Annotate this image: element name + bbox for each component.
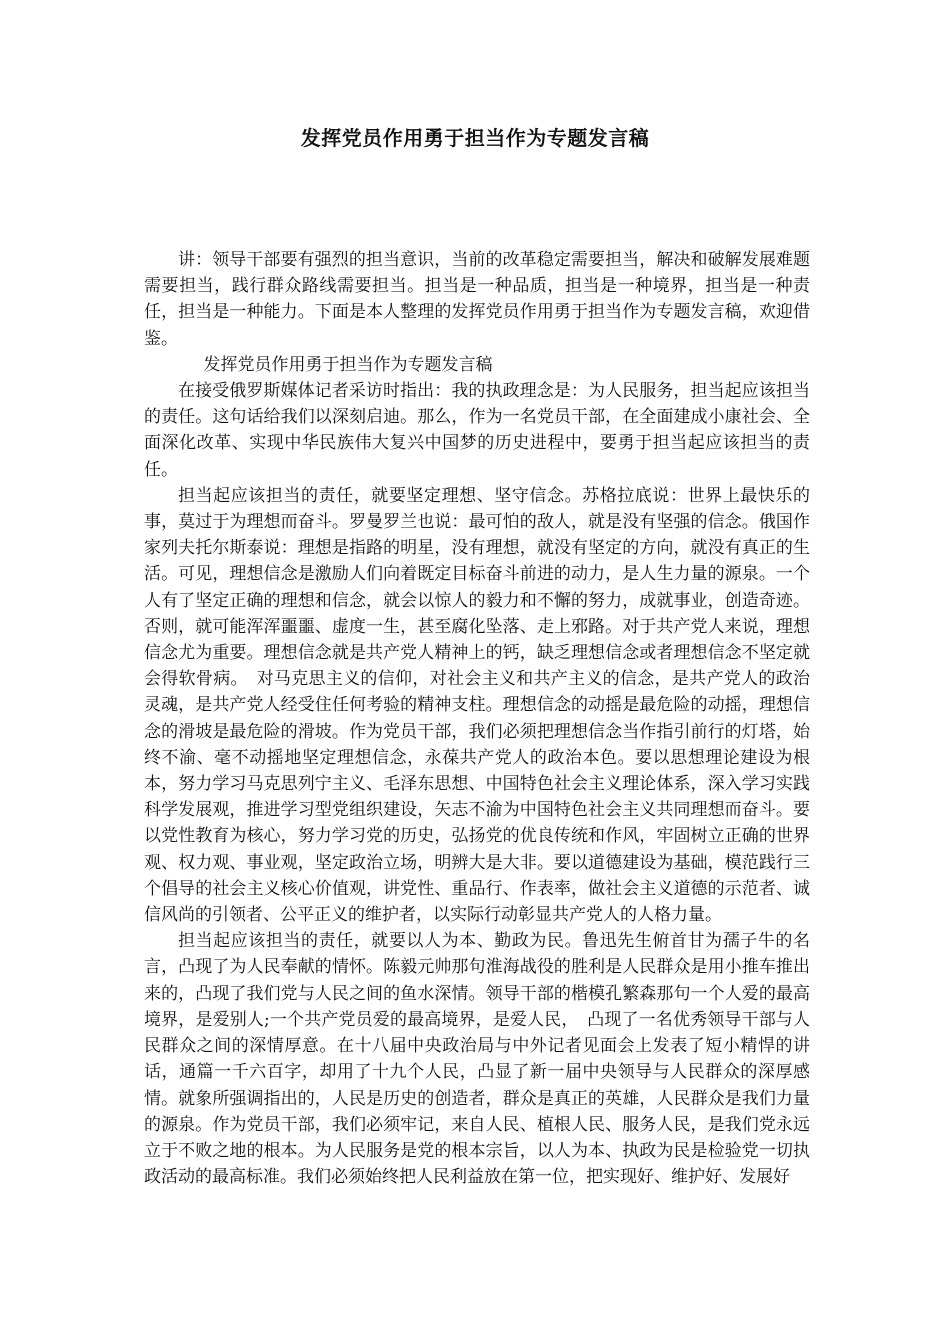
body-paragraph: 在接受俄罗斯媒体记者采访时指出：我的执政理念是：为人民服务，担当起应该担当的责任。这句话给我们以深刻启迪。那么，作为一名党员干部，在全面建成小康社会、全面深化改革、实现中华民族伟大复兴中国梦的历史进程中，要勇于担当起应该担当的责任。 — [144, 381, 810, 480]
body-paragraph: 担当起应该担当的责任，就要以人为本、勤政为民。鲁迅先生俯首甘为孺子牛的名言，凸现了为人民奉献的情怀。陈毅元帅那句淮海战役的胜利是人民群众是用小推车推出来的，凸现了我们党与人民之间的鱼水深情。领导干部的楷模孔繁森那句一个人爱的最高境界，是爱别人;一个共产党员爱的最高境界，是爱人民， 凸现了一名优秀领导干部与人民群众之间的深情厚意。在十八届中央政治局与中外记者见面会上发表了短小精悍的讲话，通篇一千六百字，却用了十九个人民，凸显了新一届中央领导与人民群众的深厚感情。就象所强调指出的，人民是历史的创造者，群众是真正的英雄，人民群众是我们力量的源泉。作为党员干部，我们必须牢记，来自人民、植根人民、服务人民，是我们党永远立于不败之地的根本。为人民服务是党的根本宗旨，以人为本、执政为民是检验党一切执政活动的最高标准。我们必须始终把人民利益放在第一位，把实现好、维护好、发展好 — [144, 931, 810, 1188]
document-title: 发挥党员作用勇于担当作为专题发言稿 — [300, 126, 650, 150]
section-heading: 发挥党员作用勇于担当作为专题发言稿 — [203, 354, 493, 375]
body-paragraph: 担当起应该担当的责任，就要坚定理想、坚守信念。苏格拉底说：世界上最快乐的事，莫过于为理想而奋斗。罗曼罗兰也说：最可怕的敌人，就是没有坚强的信念。俄国作家列夫托尔斯泰说：理想是指路的明星，没有理想，就没有坚定的方向，就没有真正的生活。可见，理想信念是激励人们向着既定目标奋斗前进的动力，是人生力量的源泉。一个人有了坚定正确的理想和信念，就会以惊人的毅力和不懈的努力，成就事业，创造奇迹。否则，就可能浑浑噩噩、虚度一生，甚至腐化坠落、走上邪路。对于共产党人来说，理想信念尤为重要。理想信念就是共产党人精神上的钙，缺乏理想信念或者理想信念不坚定就会得软骨病。 对马克思主义的信仰，对社会主义和共产主义的信念，是共产党人的政治灵魂，是共产党人经受住任何考验的精神支柱。理想信念的动摇是最危险的动摇，理想信念的滑坡是最危险的滑坡。作为党员干部，我们必须把理想信念当作指引前行的灯塔，始终不渝、毫不动摇地坚定理想信念，永葆共产党人的政治本色。要以思想理论建设为根本，努力学习马克思列宁主义、毛泽东思想、中国特色社会主义理论体系，深入学习实践科学发展观，推进学习型党组织建设，矢志不渝为中国特色社会主义共同理想而奋斗。要以党性教育为核心，努力学习党的历史，弘扬党的优良传统和作风，牢固树立正确的世界观、权力观、事业观，坚定政治立场，明辨大是大非。要以道德建设为基础，模范践行三个倡导的社会主义核心价值观，讲党性、重品行、作表率，做社会主义道德的示范者、诚信风尚的引领者、公平正义的维护者，以实际行动彰显共产党人的人格力量。 — [144, 485, 810, 926]
intro-paragraph: 讲：领导干部要有强烈的担当意识，当前的改革稳定需要担当，解决和破解发展难题需要担当，践行群众路线需要担当。担当是一种品质，担当是一种境界，担当是一种责任，担当是一种能力。下面是本人整理的发挥党员作用勇于担当作为专题发言稿，欢迎借鉴。 — [144, 250, 810, 349]
document-body — [144, 247, 810, 1190]
